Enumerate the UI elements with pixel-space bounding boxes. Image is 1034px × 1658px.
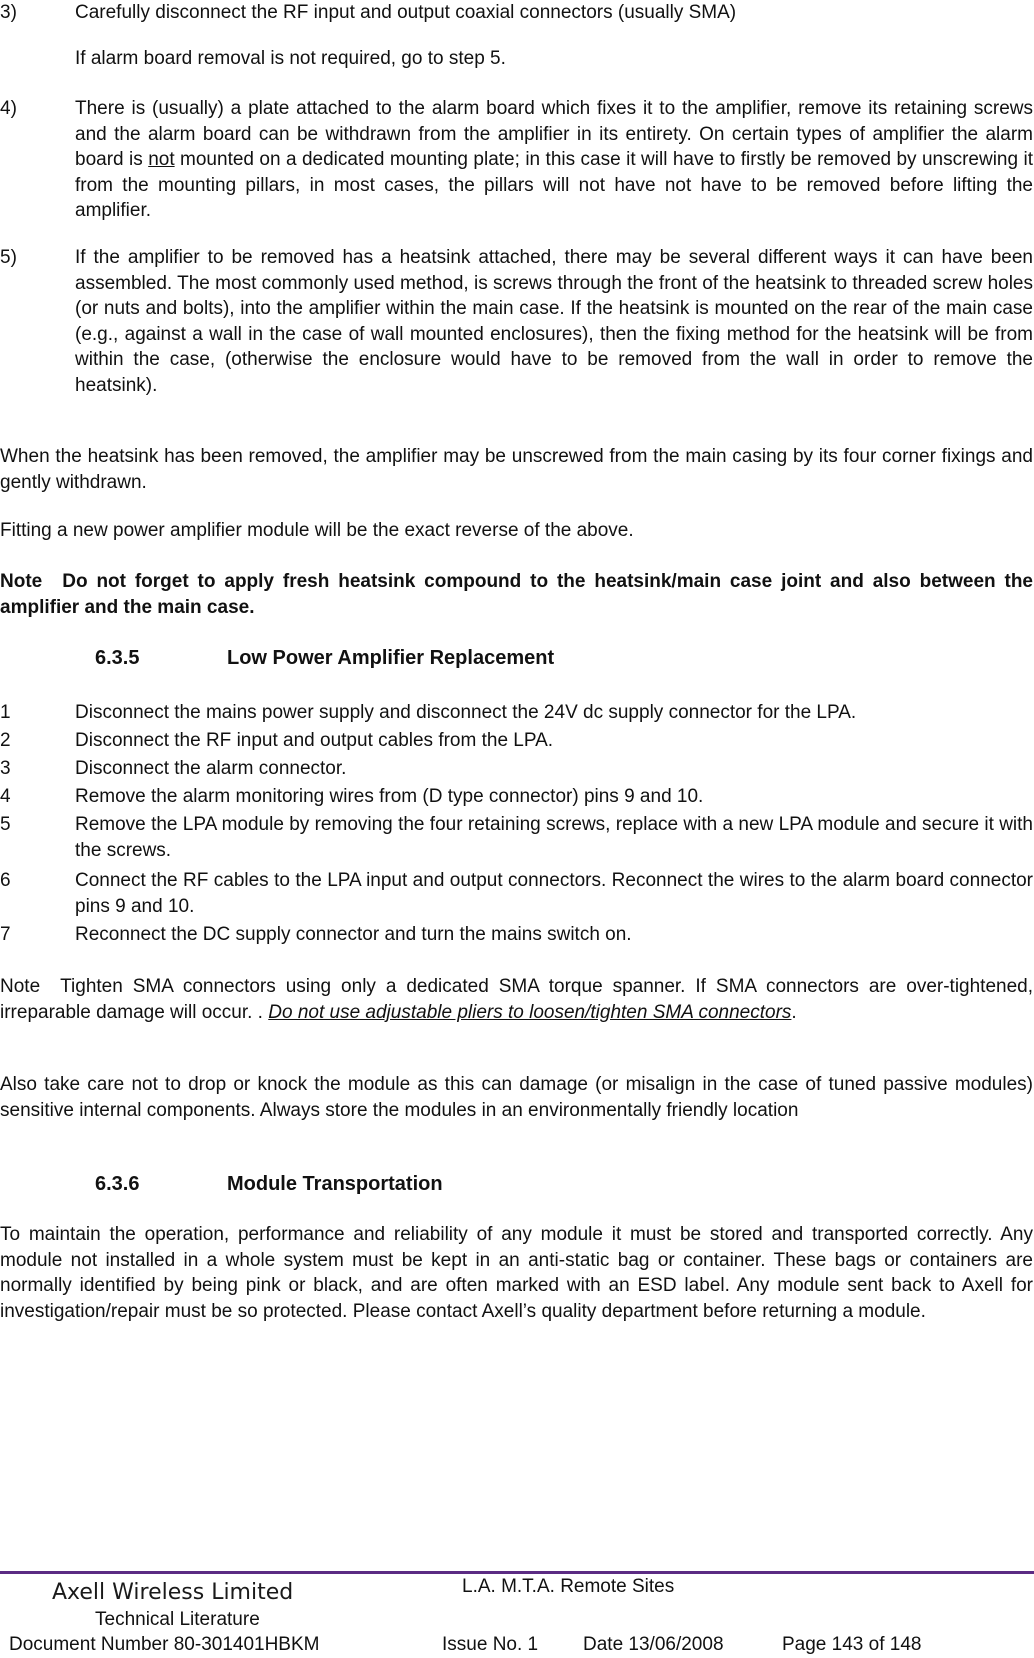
footer-rule xyxy=(0,1571,1034,1574)
step-number: 5) xyxy=(0,247,17,268)
step-3-note xyxy=(0,46,1033,72)
step-5 xyxy=(0,245,1033,399)
step-number: 6 xyxy=(0,870,11,891)
lpa-step xyxy=(0,756,1033,782)
paragraph-heatsink-removed: When the heatsink has been removed, the amplifier may be unscrewed from the main casing by its four corner fixings and gently withdrawn. xyxy=(0,446,1033,493)
step-3 xyxy=(0,0,1033,26)
lpa-step xyxy=(0,922,1033,948)
step-number: 4) xyxy=(0,98,17,119)
paragraph-transport: To maintain the operation, performance and reliability of any module it must be stored and transported correctly. Any module not installed in a whole system must be kept in an anti-static bag or container. These bags or containers are normally identified by being pink or black, and are often marked with an ESD label. Any module sent back to Axell for investigation/repair must be so protected. Please contact Axell’s quality department before returning a module. xyxy=(0,1224,1033,1322)
footer-date: Date 13/06/2008 xyxy=(583,1634,724,1655)
step-number: 3 xyxy=(0,758,11,779)
step-text: Remove the LPA module by removing the four retaining screws, replace with a new LPA module and secure it with the screws. xyxy=(75,814,1033,861)
step-text: Reconnect the DC supply connector and turn the mains switch on. xyxy=(75,924,632,945)
step-text-part: mounted on a dedicated mounting plate; in this case it will have to firstly be removed by unscrewing it from the mounting pillars, in most cases, the pillars will not have not have to be removed before lifting the amplifier. xyxy=(75,149,1033,222)
step-text: If the amplifier to be removed has a heatsink attached, there may be several different ways it can have been assembled. The most commonly used method, is screws through the front of the heatsink to threaded screw holes (or nuts and bolts), into the amplifier within the main case. If the heatsink is mounted on the rear of the main case (e.g., against a wall in the case of wall mounted enclosures), then the fixing method for the heatsink will be from within the case, (otherwise the enclosure would have to be removed from the wall in order to remove the heatsink). xyxy=(75,247,1033,396)
section-title: Low Power Amplifier Replacement xyxy=(227,647,555,669)
footer-site: L.A. M.T.A. Remote Sites xyxy=(462,1576,675,1597)
company-name: Axell Wireless Limited xyxy=(52,1580,294,1605)
step-number: 3) xyxy=(0,2,17,23)
note-end: . xyxy=(791,1001,797,1023)
note-label: Note xyxy=(0,571,43,592)
footer-doc-number: Document Number 80-301401HBKM xyxy=(9,1634,320,1655)
lpa-step xyxy=(0,728,1033,754)
paragraph-fitting: Fitting a new power amplifier module will be the exact reverse of the above. xyxy=(0,520,634,541)
lpa-step xyxy=(0,812,1033,863)
step-4 xyxy=(0,96,1033,224)
footer-page: Page 143 of 148 xyxy=(782,1634,922,1655)
section-number: 6.3.5 xyxy=(95,647,140,669)
step-number: 5 xyxy=(0,814,11,835)
step-number: 4 xyxy=(0,786,11,807)
step-number: 1 xyxy=(0,702,11,723)
note-text: Tighten SMA connectors using only a dedicated SMA torque spanner. If SMA connectors are over-tightened, irreparable damage will occur. . xyxy=(0,976,1033,1023)
lpa-step xyxy=(0,784,1033,810)
note-sma-connectors xyxy=(0,974,1033,1025)
note-label: Note xyxy=(0,976,41,997)
step-text: Carefully disconnect the RF input and output coaxial connectors (usually SMA) xyxy=(75,2,737,23)
step-number: 2 xyxy=(0,730,11,751)
note-heatsink-compound xyxy=(0,569,1033,620)
section-number: 6.3.6 xyxy=(95,1173,140,1195)
step-text: Connect the RF cables to the LPA input and output connectors. Reconnect the wires to the alarm board connector pins 9 and 10. xyxy=(75,870,1033,917)
underlined-word: not xyxy=(148,149,175,171)
step-text: Disconnect the alarm connector. xyxy=(75,758,347,779)
section-title: Module Transportation xyxy=(227,1173,443,1195)
note-text: Do not forget to apply fresh heatsink compound to the heatsink/main case joint and also between the amplifier and the main case. xyxy=(0,571,1033,618)
lpa-step xyxy=(0,868,1033,919)
step-text: Disconnect the mains power supply and disconnect the 24V dc supply connector for the LPA. xyxy=(75,702,857,723)
footer-literature: Technical Literature xyxy=(95,1609,260,1630)
step-text: Remove the alarm monitoring wires from (D type connector) pins 9 and 10. xyxy=(75,786,704,807)
note-emphasis: Do not use adjustable pliers to loosen/tighten SMA connectors xyxy=(268,1001,792,1023)
step-text: Disconnect the RF input and output cables from the LPA. xyxy=(75,730,554,751)
step-text xyxy=(75,96,1033,224)
paragraph-care: Also take care not to drop or knock the module as this can damage (or misalign in the case of tuned passive modules) sensitive internal components. Always store the modules in an environmentally friendly location xyxy=(0,1074,1033,1121)
footer-issue: Issue No. 1 xyxy=(442,1634,539,1655)
step-number: 7 xyxy=(0,924,11,945)
step-text: If alarm board removal is not required, go to step 5. xyxy=(75,48,506,69)
step-text-part: There is (usually) a plate attached to the alarm board which fixes it to the amplifier, remove its retaining screws and the alarm board can be withdrawn from the amplifier in its entirety. On certain types of amplifier the alarm board is xyxy=(75,98,1033,171)
lpa-step xyxy=(0,700,1033,726)
